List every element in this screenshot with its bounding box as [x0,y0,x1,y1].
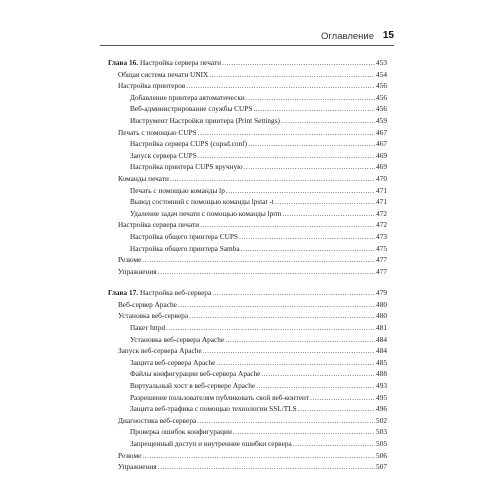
toc-page-number: 502 [376,415,387,425]
table-of-contents [108,57,387,473]
toc-page-number: 467 [376,139,387,149]
toc-entry-title: Удаление задач печати с помощью команды lprm [130,208,282,218]
toc-entry [108,196,387,208]
toc-entry-title: Защита веб-трафика с помощью технологии SSL/TLS [130,404,297,414]
toc-page-number: 480 [376,311,387,321]
leader-dots [226,185,375,197]
chapter-label: Глава 16. [108,58,139,67]
toc-entry [108,392,387,404]
toc-entry-title: Команды печати [118,173,169,183]
toc-page-number: 477 [376,266,387,276]
toc-entry [108,368,387,380]
leader-dots [212,287,375,299]
toc-page-number: 484 [376,346,387,356]
toc-page-number: 470 [376,173,387,183]
toc-page-number: 477 [376,255,387,265]
toc-entry [108,415,387,427]
toc-page-number: 493 [376,381,387,391]
toc-entry [108,185,387,197]
leader-dots [209,69,375,81]
toc-page-number: 456 [376,104,387,114]
toc-entry-title: Веб-сервер Apache [118,299,177,309]
running-header-title: Оглавление [321,31,374,42]
toc-entry-title: Упражнения [118,266,157,276]
leader-dots [298,403,375,415]
toc-entry [108,266,387,278]
page-number: 15 [382,30,394,41]
toc-entry [108,438,387,450]
toc-page-number: 485 [376,357,387,367]
leader-dots [233,426,375,438]
chapter-gap [108,277,387,287]
leader-dots [281,115,375,127]
leader-dots [246,92,375,104]
toc-page-number: 481 [376,323,387,333]
toc-entry-title: Пакет httpd [130,323,166,333]
leader-dots [158,266,375,278]
leader-dots [241,243,375,255]
toc-page-number: 456 [376,92,387,102]
leader-dots [203,345,375,357]
leader-dots [282,208,375,220]
toc-entry [108,243,387,255]
leader-dots [198,150,375,162]
leader-dots [256,380,375,392]
toc-page-number: 503 [376,427,387,437]
toc-entry [108,103,387,115]
toc-entry-title: Установка веб-сервера [118,311,189,321]
chapter-title: Настройка веб-сервера [139,288,212,298]
toc-page-number: 506 [376,450,387,460]
toc-entry-title: Резюме [118,255,142,265]
toc-entry [108,161,387,173]
toc-entry-title: Настройка сервера CUPS (cupsd.conf) [130,139,248,149]
leader-dots [261,368,375,380]
leader-dots [216,357,375,369]
toc-page-number: 456 [376,81,387,91]
toc-entry [108,115,387,127]
toc-page-number: 454 [376,69,387,79]
leader-dots [293,438,375,450]
leader-dots [197,415,375,427]
toc-entry-title: Запуск веб-сервера Apache [118,346,202,356]
leader-dots [244,161,375,173]
leader-dots [275,196,375,208]
toc-entry [108,138,387,150]
toc-page-number: 472 [376,208,387,218]
toc-entry [108,219,387,231]
toc-entry-title: Инструмент Настройки принтера (Print Settings) [130,115,280,125]
toc-page-number: 484 [376,334,387,344]
toc-entry-title: Запрещенный доступ и внутренние ошибки сервера [130,439,292,448]
toc-page-number: 471 [376,197,387,207]
toc-entry-title: Установка веб-сервера Apache [130,334,225,344]
toc-entry [108,461,387,473]
toc-entry-title: Настройка принтеров [118,81,186,91]
toc-entry-title: Разрешение пользователям публиковать свой веб-контент [130,392,310,402]
toc-entry [108,92,387,104]
leader-dots [142,254,375,266]
toc-entry-title: Упражнения [118,462,157,472]
toc-entry [108,173,387,185]
toc-entry [108,231,387,243]
toc-entry-title: Виртуальный хост в веб-сервере Apache [130,381,256,391]
chapter-label: Глава 17. [108,288,139,298]
chapter-title: Настройка сервера печати [139,58,222,67]
toc-entry [108,69,387,81]
toc-entry-title: Веб-администрирование службы CUPS [130,104,253,114]
toc-entry [108,322,387,334]
leader-dots [186,80,375,92]
toc-entry-title: Диагностика веб-сервера [118,415,197,425]
toc-entry [108,310,387,322]
toc-entry [108,299,387,311]
toc-page-number: 471 [376,185,387,195]
leader-dots [166,322,375,334]
toc-page-number: 453 [376,58,387,67]
toc-entry-title: Защита веб-сервера Apache [130,357,216,367]
leader-dots [200,219,375,231]
leader-dots [178,299,375,311]
toc-entry [108,345,387,357]
toc-page-number: 496 [376,404,387,414]
toc-page-number: 495 [376,392,387,402]
leader-dots [222,57,375,69]
toc-entry-title: Настройка сервера печати [118,220,200,230]
toc-entry [108,334,387,346]
toc-entry-title: Проверка ошибок конфигурации [130,427,232,437]
leader-dots [310,392,375,404]
toc-entry [108,357,387,369]
toc-page-number: 488 [376,369,387,379]
toc-page-number: 467 [376,127,387,137]
toc-entry-title: Настройка общего принтера CUPS [130,231,238,241]
toc-page-number: 507 [376,462,387,472]
toc-page-number: 473 [376,231,387,241]
toc-entry [108,450,387,462]
leader-dots [225,334,375,346]
leader-dots [248,138,375,150]
toc-entry [108,254,387,266]
leader-dots [253,103,375,115]
toc-page-number: 472 [376,220,387,230]
toc-page-number: 480 [376,299,387,309]
toc-entry-title: Резюме [118,450,142,460]
toc-entry-title: Печать с помощью CUPS [118,127,197,137]
toc-entry [108,208,387,220]
toc-entry [108,426,387,438]
toc-page-number: 505 [376,439,387,448]
leader-dots [239,231,375,243]
leader-dots [142,450,375,462]
toc-entry [108,380,387,392]
toc-page-number: 469 [376,162,387,172]
toc-entry [108,150,387,162]
toc-entry-title: Файлы конфигурации веб-сервера Apache [130,369,261,379]
toc-entry [108,80,387,92]
leader-dots [189,310,375,322]
toc-entry-title: Общая система печати UNIX [118,69,209,79]
toc-entry-title: Печать с помощью команды lp [130,185,225,195]
toc-entry [108,403,387,415]
toc-entry-title: Добавление принтера автоматически [130,92,245,102]
running-header [100,31,394,45]
toc-entry-title: Настройка общего принтера Samba [130,243,240,253]
toc-entry-title: Вывод состояний с помощью команды lpstat -t [130,197,274,207]
toc-entry-title: Запуск сервера CUPS [130,150,197,160]
leader-dots [170,173,375,185]
leader-dots [198,127,375,139]
toc-entry-title: Настройка принтера CUPS вручную [130,162,243,172]
leader-dots [158,461,375,473]
toc-page-number: 479 [376,288,387,298]
header-rule [100,45,394,46]
toc-entry [108,127,387,139]
toc-page-number: 459 [376,115,387,125]
chapter-heading [108,57,387,69]
chapter-heading [108,287,387,299]
toc-page-number: 475 [376,243,387,253]
toc-page-number: 469 [376,150,387,160]
